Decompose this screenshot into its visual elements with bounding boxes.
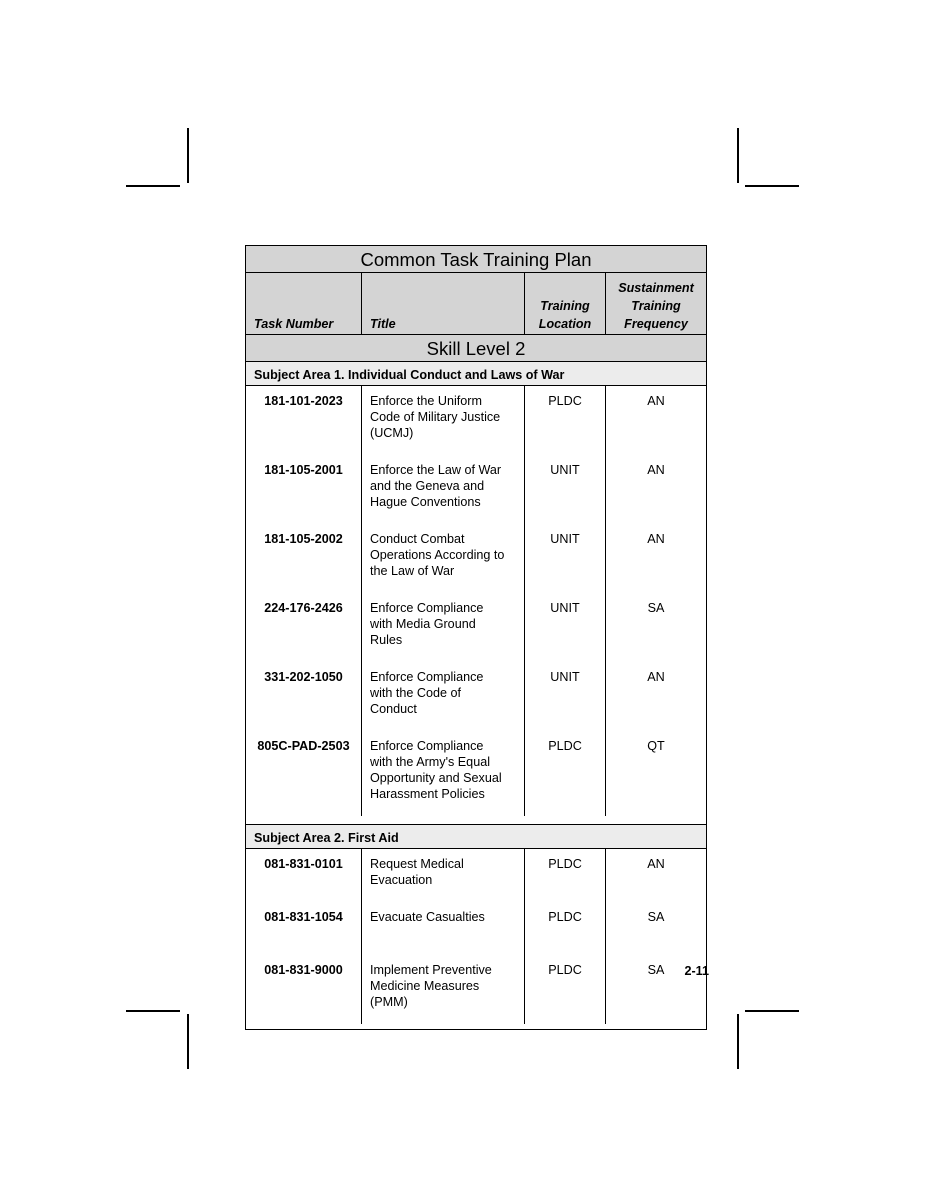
training-location: PLDC (548, 739, 582, 753)
sustainment-frequency: SA (647, 601, 665, 615)
training-location: UNIT (550, 532, 580, 546)
training-location: UNIT (550, 670, 580, 684)
crop-mark-top-right-horizontal (745, 185, 799, 187)
task-title-line: Opportunity and Sexual (370, 771, 502, 785)
task-title-line: Rules (370, 633, 403, 647)
task-number: 181-101-2023 (264, 394, 343, 408)
task-title-line: Operations According to (370, 548, 505, 562)
task-title (370, 524, 521, 593)
training-location-column (524, 386, 605, 816)
task-title (370, 455, 521, 524)
task-title-line: with Media Ground (370, 617, 476, 631)
page-number: 2-11 (684, 964, 709, 978)
crop-mark-bottom-left-vertical (187, 1014, 189, 1069)
training-location: PLDC (548, 394, 582, 408)
task-number: 081-831-1054 (264, 910, 343, 924)
task-title-line: Evacuation (370, 873, 433, 887)
frequency-column (605, 386, 706, 816)
task-title-column (361, 386, 524, 816)
sustainment-frequency: AN (647, 394, 665, 408)
task-title-line: Conduct Combat (370, 532, 465, 546)
task-title-line: (PMM) (370, 995, 408, 1009)
sustainment-frequency: AN (647, 463, 665, 477)
training-plan-table (245, 245, 707, 1030)
training-location: PLDC (548, 910, 582, 924)
task-title (370, 386, 521, 455)
training-location: UNIT (550, 463, 580, 477)
task-title (370, 902, 521, 955)
training-location-column (524, 849, 605, 1024)
sustainment-frequency: AN (647, 670, 665, 684)
task-number: 081-831-9000 (264, 963, 343, 977)
task-title-line: Enforce the Law of War (370, 463, 502, 477)
task-title-column (361, 849, 524, 1024)
task-number: 331-202-1050 (264, 670, 343, 684)
subject-area-body (246, 386, 706, 824)
subject-area-heading: Subject Area 2. First Aid (246, 824, 706, 849)
skill-level-heading: Skill Level 2 (246, 334, 706, 362)
crop-mark-bottom-left-horizontal (126, 1010, 180, 1012)
crop-mark-top-left-vertical (187, 128, 189, 183)
task-title-line: and the Geneva and (370, 479, 485, 493)
crop-mark-bottom-right-vertical (737, 1014, 739, 1069)
task-title-line: Enforce Compliance (370, 601, 484, 615)
task-title-line: Enforce Compliance (370, 739, 484, 753)
sustainment-frequency: AN (647, 857, 665, 871)
task-number-column (246, 386, 361, 816)
subject-area-heading: Subject Area 1. Individual Conduct and Laws of War (246, 362, 706, 386)
task-title (370, 662, 521, 731)
header-training-location: Training Location (524, 273, 605, 334)
table-header-row (246, 273, 706, 334)
header-title: Title (361, 273, 524, 334)
sustainment-frequency: SA (647, 910, 665, 924)
task-title-line: with the Code of (370, 686, 462, 700)
task-number: 181-105-2002 (264, 532, 343, 546)
task-number: 081-831-0101 (264, 857, 343, 871)
frequency-column (605, 849, 706, 1024)
task-title-line: the Law of War (370, 564, 455, 578)
task-title-line: Implement Preventive (370, 963, 492, 977)
task-number-column (246, 849, 361, 1024)
sustainment-frequency: SA (647, 963, 665, 977)
task-title (370, 593, 521, 662)
training-location: PLDC (548, 963, 582, 977)
task-title (370, 849, 521, 902)
header-sustainment-frequency: Sustainment Training Frequency (605, 273, 706, 334)
task-title-line: Harassment Policies (370, 787, 485, 801)
task-title-line: Enforce Compliance (370, 670, 484, 684)
task-number: 224-176-2426 (264, 601, 343, 615)
sustainment-frequency: QT (647, 739, 665, 753)
task-title (370, 731, 521, 816)
task-title-line: Hague Conventions (370, 495, 481, 509)
task-title-line: Request Medical (370, 857, 464, 871)
header-task-number: Task Number (254, 317, 334, 331)
task-title-line: with the Army's Equal (370, 755, 490, 769)
sustainment-frequency: AN (647, 532, 665, 546)
task-title-line: Medicine Measures (370, 979, 480, 993)
crop-mark-top-left-horizontal (126, 185, 180, 187)
task-title-line: (UCMJ) (370, 426, 414, 440)
subject-area-body (246, 849, 706, 1029)
training-location: PLDC (548, 857, 582, 871)
task-number: 181-105-2001 (264, 463, 343, 477)
task-title (370, 955, 521, 1024)
task-title-line: Enforce the Uniform (370, 394, 482, 408)
task-number: 805C-PAD-2503 (257, 739, 350, 753)
table-title: Common Task Training Plan (246, 246, 706, 273)
task-title-line: Code of Military Justice (370, 410, 501, 424)
crop-mark-top-right-vertical (737, 128, 739, 183)
task-title-line: Evacuate Casualties (370, 910, 485, 924)
task-title-line: Conduct (370, 702, 417, 716)
crop-mark-bottom-right-horizontal (745, 1010, 799, 1012)
training-location: UNIT (550, 601, 580, 615)
